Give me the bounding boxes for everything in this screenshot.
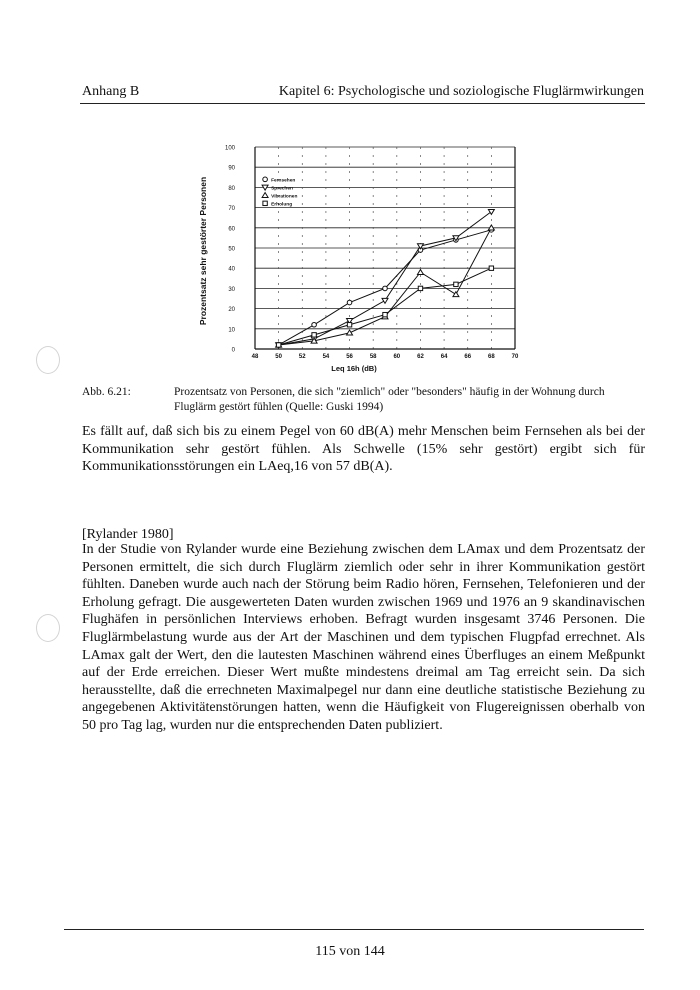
data-point xyxy=(347,323,351,327)
header-left: Anhang B xyxy=(82,84,140,99)
x-axis-label: Leq 16h (dB) xyxy=(331,364,377,373)
data-point xyxy=(489,266,493,270)
y-tick-label: 10 xyxy=(228,327,235,334)
data-point xyxy=(276,343,280,347)
punch-hole-icon xyxy=(36,614,60,642)
y-tick-label: 70 xyxy=(228,206,235,213)
punch-hole-icon xyxy=(36,346,60,374)
x-tick-label: 54 xyxy=(322,354,330,360)
data-point xyxy=(383,312,387,316)
y-tick-label: 50 xyxy=(228,246,235,253)
x-tick-label: 68 xyxy=(488,354,495,360)
header-right: Kapitel 6: Psychologische und soziologische Fluglärmwirkungen xyxy=(278,84,644,99)
x-tick-label: 58 xyxy=(369,354,377,360)
data-point xyxy=(347,300,352,305)
y-tick-label: 100 xyxy=(224,145,235,152)
data-point xyxy=(312,322,317,327)
x-tick-label: 66 xyxy=(464,354,472,360)
y-tick-labels xyxy=(225,146,236,354)
x-tick-label: 62 xyxy=(417,354,424,360)
y-tick-label: 20 xyxy=(228,307,235,314)
y-tick-label: 40 xyxy=(228,266,235,273)
series-line xyxy=(279,268,492,345)
data-point xyxy=(418,286,422,290)
data-point xyxy=(382,298,388,303)
page-number: 115 von 144 xyxy=(315,944,385,959)
x-tick-label: 64 xyxy=(440,354,448,360)
line-chart xyxy=(190,135,530,378)
figure-label: Abb. 6.21: xyxy=(82,386,131,398)
series-line xyxy=(279,212,492,345)
chart-legend xyxy=(262,177,297,207)
y-tick-label: 0 xyxy=(231,347,235,354)
paragraph-1: Es fällt auf, daß sich bis zu einem Pegel von 60 dB(A) mehr Menschen beim Fernsehen als bei der Kommunikation sehr gestört fühlen. Als Schwelle (15% sehr gestört) ergibt sich für Kommunikationsstörungen ein LAeq,16 von 57 dB(A). xyxy=(82,424,645,475)
data-point xyxy=(417,269,423,274)
y-tick-label: 30 xyxy=(228,286,235,293)
data-point xyxy=(454,282,458,286)
legend-label: Fernsehen xyxy=(271,178,296,184)
series-erholung xyxy=(276,266,493,347)
x-tick-label: 48 xyxy=(251,354,259,360)
y-axis-label: Prozentsatz sehr gestörter Personen xyxy=(198,176,208,326)
figure-caption-text: Prozentsatz von Personen, die sich "ziemlich" oder "besonders" häufig in der Wohnung durch Fluglärm gestört fühlen (Quelle: Guski 1994) xyxy=(174,386,605,413)
x-tick-label: 56 xyxy=(346,354,353,360)
y-tick-label: 90 xyxy=(228,165,235,172)
header-rule xyxy=(80,103,645,104)
x-tick-labels xyxy=(252,354,519,360)
legend-label: Erholung xyxy=(271,202,293,208)
data-point xyxy=(453,292,459,297)
legend-marker xyxy=(263,177,268,182)
footer-rule xyxy=(64,929,644,930)
x-tick-label: 52 xyxy=(298,354,306,360)
chart-series xyxy=(276,209,495,347)
data-point xyxy=(347,330,353,335)
legend-marker xyxy=(262,193,268,198)
data-point xyxy=(383,286,388,291)
x-tick-label: 50 xyxy=(275,354,282,360)
x-tick-label: 60 xyxy=(393,354,401,360)
legend-label: Vibrationen xyxy=(271,194,298,200)
data-point xyxy=(312,333,316,337)
series-sprechen xyxy=(276,209,495,347)
series-fernsehen xyxy=(276,228,493,348)
y-tick-label: 80 xyxy=(228,185,235,192)
legend-marker xyxy=(263,201,267,205)
paragraph-2: In der Studie von Rylander wurde eine Beziehung zwischen dem LAmax und dem Prozentsatz der Personen ermittelt, die sich durch Fluglärm ziemlich oder sehr in ihrer Kommunikation gestört fühlten. Daneben wurde auch nach der Störung beim Radio hören, Fernsehen, Telefonieren und der Erholung gefragt. Die ausgewerteten Daten wurden zwischen 1969 und 1976 an 9 skandinavischen Flughäfen in persönlichen Interviews erhoben. Befragt wurden insgesamt 3746 Personen. Die Fluglärmbelastung wurde aus der Art der Maschinen und dem typischen Flugpfad errechnet. Als LAmax galt der Wert, den die lautesten Maschinen während eines Überfluges an einem Meßpunkt auf der Erde erreichen. Dieser Wert mußte mindestens dreimal am Tag erreicht sein. Da sich herausstellte, daß die errechneten Maximalpegel nur dann eine deutliche statistische Beziehung zu angegebenen Aktivitätenstörungen hatten, wenn die Häufigkeit von Flugereignissen oberhalb von 50 pro Tag lag, wurden nur die entsprechenden Daten publiziert. xyxy=(82,542,645,733)
y-tick-label: 60 xyxy=(228,226,235,233)
x-tick-label: 70 xyxy=(511,354,519,360)
legend-label: Sprechen xyxy=(271,186,293,192)
reference-heading: [Rylander 1980] xyxy=(82,527,174,542)
